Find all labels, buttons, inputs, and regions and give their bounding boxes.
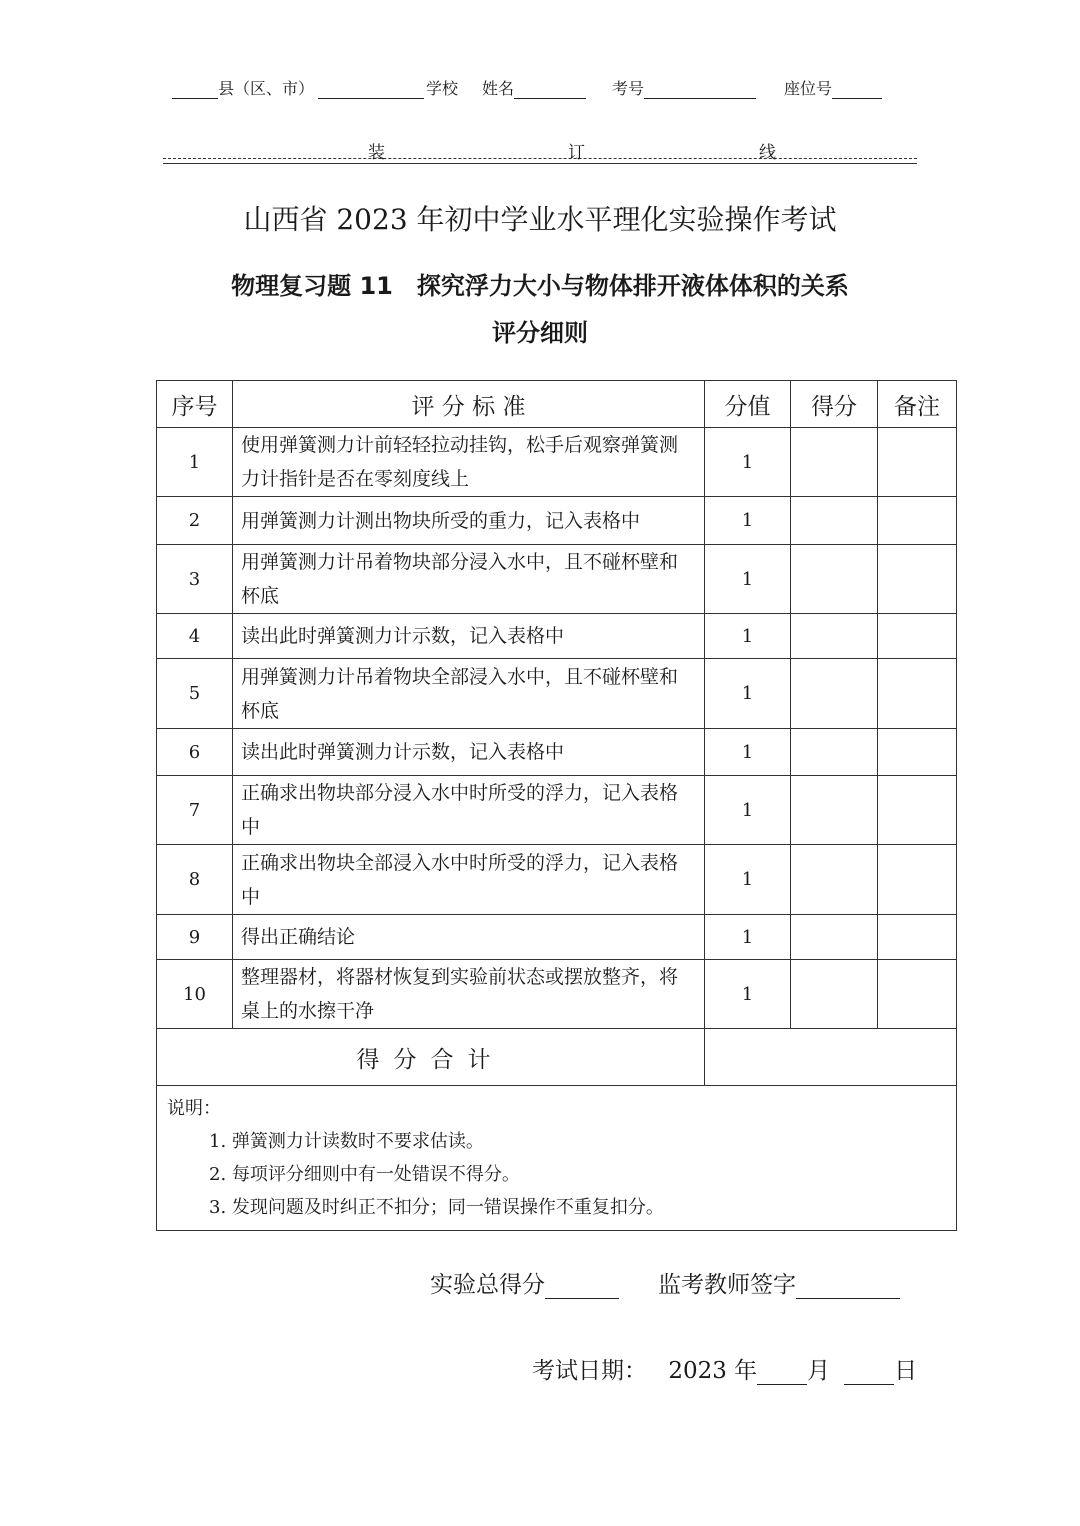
table-row	[157, 729, 957, 776]
date-label: 考试日期：	[532, 1358, 647, 1384]
notes-title: 说明：	[167, 1098, 221, 1119]
row-num: 1	[157, 428, 233, 497]
row-num: 3	[157, 545, 233, 614]
notes-cell	[157, 1086, 957, 1231]
sub-title: 物理复习题 11 探究浮力大小与物体排开液体体积的关系	[231, 272, 849, 300]
teacher-sign-label: 监考教师签字	[658, 1272, 796, 1298]
score-cell[interactable]	[791, 960, 878, 1029]
scoring-table	[156, 380, 957, 1231]
school-label: 学校	[426, 79, 459, 98]
remark-cell[interactable]	[878, 545, 957, 614]
row-num: 10	[157, 960, 233, 1029]
row-value: 1	[705, 659, 791, 729]
row-value: 1	[705, 776, 791, 845]
table-header-row	[157, 381, 957, 428]
row-criteria: 用弹簧测力计测出物块所受的重力，记入表格中	[233, 497, 705, 545]
teacher-sign-field[interactable]	[658, 1266, 900, 1299]
row-value: 1	[705, 729, 791, 776]
county-label: 县（区、市）	[218, 79, 315, 98]
row-value: 1	[705, 845, 791, 915]
month-blank[interactable]	[757, 1360, 807, 1385]
table-row	[157, 428, 957, 497]
row-value: 1	[705, 960, 791, 1029]
table-row	[157, 545, 957, 614]
binding-char-3: 线	[759, 143, 776, 163]
table-row	[157, 845, 957, 915]
exam-date-field	[532, 1352, 917, 1385]
row-criteria: 得出正确结论	[233, 915, 705, 960]
table-row	[157, 614, 957, 659]
binding-line	[163, 138, 917, 164]
notes-row	[157, 1086, 957, 1231]
header-score: 得分	[791, 381, 878, 428]
remark-cell[interactable]	[878, 729, 957, 776]
table-row	[157, 960, 957, 1029]
note-item: 1. 弹簧测力计读数时不要求估读。	[209, 1131, 484, 1152]
table-row	[157, 915, 957, 960]
row-criteria: 读出此时弹簧测力计示数，记入表格中	[233, 614, 705, 659]
note-item: 3. 发现问题及时纠正不扣分；同一错误操作不重复扣分。	[209, 1197, 664, 1218]
row-num: 6	[157, 729, 233, 776]
date-month: 月	[807, 1358, 831, 1384]
county-field[interactable]	[172, 76, 424, 99]
row-num: 8	[157, 845, 233, 915]
row-value: 1	[705, 915, 791, 960]
remark-cell[interactable]	[878, 960, 957, 1029]
exam-no-label: 考号	[612, 79, 645, 98]
remark-cell[interactable]	[878, 776, 957, 845]
score-cell[interactable]	[791, 614, 878, 659]
row-value: 1	[705, 497, 791, 545]
total-score-field[interactable]	[430, 1266, 619, 1299]
exam-header	[0, 76, 1080, 100]
score-cell[interactable]	[791, 729, 878, 776]
row-criteria: 整理器材，将器材恢复到实验前状态或摆放整齐，将桌上的水擦干净	[233, 960, 705, 1029]
remark-cell[interactable]	[878, 915, 957, 960]
header-remark: 备注	[878, 381, 957, 428]
seat-label: 座位号	[784, 79, 833, 98]
row-num: 9	[157, 915, 233, 960]
row-value: 1	[705, 428, 791, 497]
table-row	[157, 497, 957, 545]
section-title: 评分细则	[492, 319, 588, 347]
main-title: 山西省 2023 年初中学业水平理化实验操作考试	[243, 203, 837, 236]
total-label: 得分合计	[157, 1029, 705, 1086]
remark-cell[interactable]	[878, 428, 957, 497]
row-criteria: 读出此时弹簧测力计示数，记入表格中	[233, 729, 705, 776]
note-item: 2. 每项评分细则中有一处错误不得分。	[209, 1164, 520, 1185]
remark-cell[interactable]	[878, 497, 957, 545]
table-row	[157, 776, 957, 845]
row-criteria: 用弹簧测力计吊着物块部分浸入水中，且不碰杯壁和杯底	[233, 545, 705, 614]
seat-field[interactable]	[784, 76, 882, 99]
total-score-label: 实验总得分	[430, 1272, 545, 1298]
score-cell[interactable]	[791, 428, 878, 497]
remark-cell[interactable]	[878, 659, 957, 729]
name-label: 姓名	[482, 79, 515, 98]
row-num: 5	[157, 659, 233, 729]
solid-line	[163, 163, 917, 164]
day-blank[interactable]	[844, 1360, 894, 1385]
score-cell[interactable]	[791, 545, 878, 614]
score-cell[interactable]	[791, 776, 878, 845]
exam-no-field[interactable]	[612, 76, 756, 99]
table-row	[157, 659, 957, 729]
date-day: 日	[894, 1358, 918, 1384]
remark-cell[interactable]	[878, 845, 957, 915]
dashed-line	[163, 158, 917, 159]
remark-cell[interactable]	[878, 614, 957, 659]
header-criteria: 评 分 标 准	[233, 381, 705, 428]
binding-char-1: 装	[368, 143, 385, 163]
row-value: 1	[705, 614, 791, 659]
row-criteria: 正确求出物块全部浸入水中时所受的浮力，记入表格中	[233, 845, 705, 915]
header-num: 序号	[157, 381, 233, 428]
total-score-cell[interactable]	[705, 1029, 957, 1086]
row-num: 7	[157, 776, 233, 845]
score-cell[interactable]	[791, 915, 878, 960]
row-value: 1	[705, 545, 791, 614]
date-year: 2023 年	[668, 1358, 758, 1384]
row-criteria: 使用弹簧测力计前轻轻拉动挂钩，松手后观察弹簧测力计指针是否在零刻度线上	[233, 428, 705, 497]
row-criteria: 正确求出物块部分浸入水中时所受的浮力，记入表格中	[233, 776, 705, 845]
header-value: 分值	[705, 381, 791, 428]
total-row	[157, 1029, 957, 1086]
row-num: 2	[157, 497, 233, 545]
name-field[interactable]	[482, 76, 586, 99]
row-criteria: 用弹簧测力计吊着物块全部浸入水中，且不碰杯壁和杯底	[233, 659, 705, 729]
row-num: 4	[157, 614, 233, 659]
score-cell[interactable]	[791, 497, 878, 545]
score-cell[interactable]	[791, 659, 878, 729]
binding-char-2: 订	[568, 143, 585, 163]
score-cell[interactable]	[791, 845, 878, 915]
